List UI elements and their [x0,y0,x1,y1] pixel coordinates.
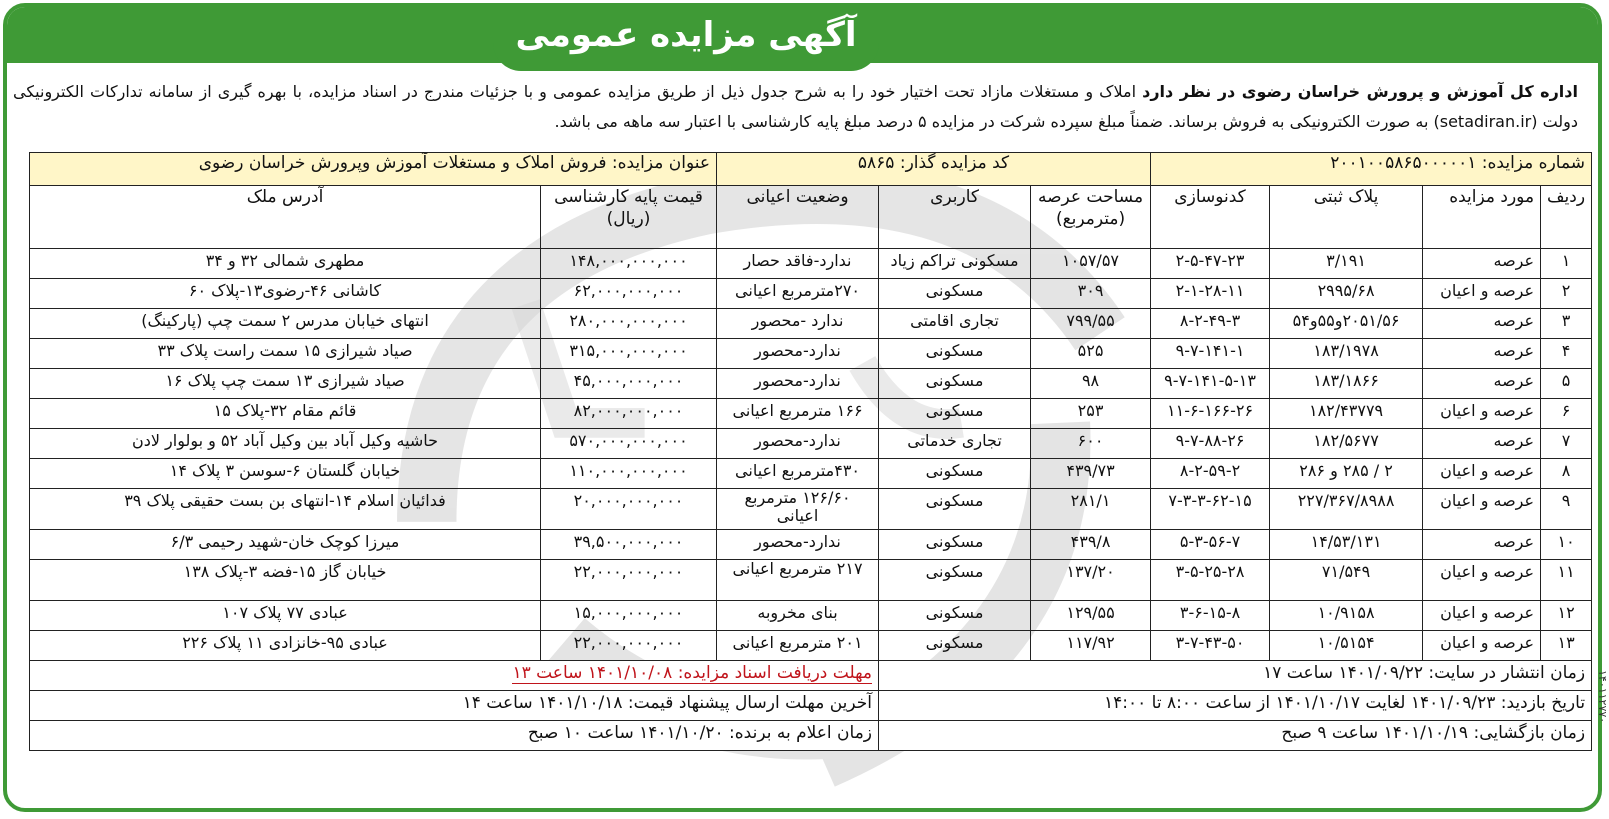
row-number: ۸ [1541,459,1592,489]
row-area: ۴۳۹/۸ [1031,530,1151,560]
row-usage: مسکونی [879,489,1031,530]
side-reference-code: ۱۴۰۱۱۲۷۷۰ [1596,670,1609,724]
row-subject: عرصه و اعیان [1423,601,1541,631]
row-subject: عرصه [1423,530,1541,560]
row-usage: مسکونی [879,339,1031,369]
row-postcode: ۳-۶-۱۵-۸ [1151,601,1270,631]
intro-text: املاک و مستغلات مازاد تحت اختیار خود را به شرح جدول ذیل از طریق مزایده عمومی و با جزئیات مندرج در اسناد مزایده، با بهره گیری از سامانه تدارکات الکترونیکی دولت (setadiran.ir) به صورت الکترونیکی به فروش برساند. ضمناً مبلغ سپرده شرکت در مزایده ۵ درصد مبلغ پایه کارشناسی با اعتبار سه ماهه می باشد. [13,82,1578,131]
row-number: ۱۰ [1541,530,1592,560]
table-row [30,369,1592,399]
row-subject: عرصه و اعیان [1423,399,1541,429]
row-number: ۶ [1541,399,1592,429]
table-row [30,309,1592,339]
table-row [30,530,1592,560]
row-area: ۱۰۵۷/۵۷ [1031,249,1151,279]
row-area: ۲۵۳ [1031,399,1151,429]
row-address: صیاد شیرازی ۱۵ سمت راست پلاک ۳۳ [30,339,541,369]
auction-table [29,152,1592,751]
row-usage: مسکونی تراکم زیاد [879,249,1031,279]
table-row [30,429,1592,459]
row-price: ۵۷۰,۰۰۰,۰۰۰,۰۰۰ [541,429,717,459]
org-name: اداره کل آموزش و پرورش خراسان رضوی در نظر دارد [1142,82,1578,101]
row-postcode: ۹-۷-۱۴۱-۱ [1151,339,1270,369]
row-address: قائم مقام ۳۲-پلاک ۱۵ [30,399,541,429]
row-plaque: ۲۰۵۱/۵۶و۵۵و۵۴ [1270,309,1423,339]
row-building: ندارد-محصور [717,339,879,369]
row-area: ۴۳۹/۷۳ [1031,459,1151,489]
publish-time: زمان انتشار در سایت: ۱۴۰۱/۰۹/۲۲ ساعت ۱۷ [879,661,1592,691]
row-building: ندارد -محصور [717,309,879,339]
row-area: ۳۰۹ [1031,279,1151,309]
row-subject: عرصه و اعیان [1423,279,1541,309]
row-building: ۲۱۷ مترمربع اعیانی [717,560,879,601]
row-building: ندارد-فاقد حصار [717,249,879,279]
row-plaque: ۱۸۳/۱۹۷۸ [1270,339,1423,369]
row-postcode: ۳-۵-۲۵-۲۸ [1151,560,1270,601]
col-building: وضعیت اعیانی [717,186,879,249]
row-subject: عرصه [1423,339,1541,369]
table-row [30,459,1592,489]
footer-row [30,661,1592,691]
row-address: عبادی ۷۷ پلاک ۱۰۷ [30,601,541,631]
row-building: ۴۳۰مترمربع اعیانی [717,459,879,489]
row-price: ۳۹,۵۰۰,۰۰۰,۰۰۰ [541,530,717,560]
document-deadline: مهلت دریافت اسناد مزایده: ۱۴۰۱/۱۰/۰۸ ساعت ۱۳ [512,663,873,683]
table-row [30,489,1592,530]
row-plaque: ۱۰/۵۱۵۴ [1270,631,1423,661]
row-subject: عرصه [1423,309,1541,339]
row-building: ۱۲۶/۶۰ مترمربع اعیانی [717,489,879,530]
table-row [30,560,1592,601]
row-usage: مسکونی [879,601,1031,631]
row-plaque: ۲ / ۲۸۵ و ۲۸۶ [1270,459,1423,489]
row-area: ۲۸۱/۱ [1031,489,1151,530]
row-address: خیابان گاز ۱۵-فضه ۳-پلاک ۱۳۸ [30,560,541,601]
table-row [30,339,1592,369]
row-postcode: ۲-۱-۲۸-۱۱ [1151,279,1270,309]
opening-time: زمان بازگشایی: ۱۴۰۱/۱۰/۱۹ ساعت ۹ صبح [879,721,1592,751]
row-number: ۵ [1541,369,1592,399]
col-subject: مورد مزایده [1423,186,1541,249]
row-plaque: ۱۸۲/۴۳۷۷۹ [1270,399,1423,429]
row-price: ۶۲,۰۰۰,۰۰۰,۰۰۰ [541,279,717,309]
row-building: ۱۶۶ مترمربع اعیانی [717,399,879,429]
row-subject: عرصه [1423,369,1541,399]
row-number: ۷ [1541,429,1592,459]
col-area: مساحت عرصه (مترمربع) [1031,186,1151,249]
row-building: ندارد-محصور [717,429,879,459]
bid-deadline: آخرین مهلت ارسال پیشنهاد قیمت: ۱۴۰۱/۱۰/۱۸ ساعت ۱۴ [30,691,879,721]
row-price: ۲۲,۰۰۰,۰۰۰,۰۰۰ [541,560,717,601]
row-number: ۴ [1541,339,1592,369]
row-usage: مسکونی [879,560,1031,601]
row-usage: مسکونی [879,631,1031,661]
col-plaque: پلاک ثبتی [1270,186,1423,249]
notice-frame [3,3,1602,812]
footer-row [30,691,1592,721]
row-address: مطهری شمالی ۳۲ و ۳۴ [30,249,541,279]
row-postcode: ۹-۷-۱۴۱-۵-۱۳ [1151,369,1270,399]
row-number: ۱ [1541,249,1592,279]
notice-title: آگهی مزایده عمومی [515,15,857,55]
col-price: قیمت پایه کارشناسی (ریال) [541,186,717,249]
row-building: ۲۰۱ مترمربع اعیانی [717,631,879,661]
row-building: بنای مخروبه [717,601,879,631]
row-address: انتهای خیابان مدرس ۲ سمت چپ (پارکینگ) [30,309,541,339]
table-row [30,601,1592,631]
row-postcode: ۸-۲-۴۹-۳ [1151,309,1270,339]
table-row [30,399,1592,429]
table-row [30,249,1592,279]
row-building: ندارد-محصور [717,369,879,399]
row-price: ۸۲,۰۰۰,۰۰۰,۰۰۰ [541,399,717,429]
table-row [30,279,1592,309]
auction-info-row [30,153,1592,186]
row-number: ۳ [1541,309,1592,339]
row-price: ۱۴۸,۰۰۰,۰۰۰,۰۰۰ [541,249,717,279]
row-price: ۲۸۰,۰۰۰,۰۰۰,۰۰۰ [541,309,717,339]
table-row [30,631,1592,661]
row-subject: عرصه و اعیان [1423,560,1541,601]
row-building: ندارد-محصور [717,530,879,560]
row-number: ۱۲ [1541,601,1592,631]
row-plaque: ۲۹۹۵/۶۸ [1270,279,1423,309]
row-price: ۱۱۰,۰۰۰,۰۰۰,۰۰۰ [541,459,717,489]
footer-row [30,721,1592,751]
winner-announcement: زمان اعلام به برنده: ۱۴۰۱/۱۰/۲۰ ساعت ۱۰ صبح [30,721,879,751]
row-postcode: ۳-۷-۴۳-۵۰ [1151,631,1270,661]
col-address: آدرس ملک [30,186,541,249]
row-plaque: ۱۴/۵۳/۱۳۱ [1270,530,1423,560]
row-price: ۱۵,۰۰۰,۰۰۰,۰۰۰ [541,601,717,631]
col-usage: کاربری [879,186,1031,249]
row-usage: مسکونی [879,399,1031,429]
row-address: عبادی ۹۵-خانزادی ۱۱ پلاک ۲۲۶ [30,631,541,661]
row-plaque: ۲۲۷/۳۶۷/۸۹۸۸ [1270,489,1423,530]
row-address: حاشیه وکیل آباد بین وکیل آباد ۵۲ و بولوار لادن [30,429,541,459]
row-postcode: ۷-۳-۳-۶۲-۱۵ [1151,489,1270,530]
row-plaque: ۱۸۳/۱۸۶۶ [1270,369,1423,399]
col-postcode: کدنوسازی [1151,186,1270,249]
row-price: ۲۰,۰۰۰,۰۰۰,۰۰۰ [541,489,717,530]
row-usage: مسکونی [879,530,1031,560]
auctioneer-code: کد مزایده گذار: ۵۸۶۵ [717,153,1151,186]
row-number: ۲ [1541,279,1592,309]
row-number: ۱۱ [1541,560,1592,601]
row-area: ۹۸ [1031,369,1151,399]
row-postcode: ۹-۷-۸۸-۲۶ [1151,429,1270,459]
row-area: ۶۰۰ [1031,429,1151,459]
auction-number: شماره مزایده: ۲۰۰۱۰۰۵۸۶۵۰۰۰۰۰۱ [1151,153,1592,186]
row-address: خیابان گلستان ۶-سوسن ۳ پلاک ۱۴ [30,459,541,489]
row-subject: عرصه و اعیان [1423,631,1541,661]
row-address: کاشانی ۴۶-رضوی۱۳-پلاک ۶۰ [30,279,541,309]
auction-title: عنوان مزایده: فروش املاک و مستغلات آموزش وپرورش خراسان رضوی [30,153,717,186]
row-plaque: ۷۱/۵۴۹ [1270,560,1423,601]
row-subject: عرصه و اعیان [1423,459,1541,489]
row-subject: عرصه و اعیان [1423,489,1541,530]
row-price: ۴۵,۰۰۰,۰۰۰,۰۰۰ [541,369,717,399]
row-area: ۷۹۹/۵۵ [1031,309,1151,339]
row-plaque: ۱۸۲/۵۶۷۷ [1270,429,1423,459]
row-number: ۱۳ [1541,631,1592,661]
row-address: میرزا کوچک خان-شهید رحیمی ۶/۳ [30,530,541,560]
row-postcode: ۵-۳-۵۶-۷ [1151,530,1270,560]
row-address: صیاد شیرازی ۱۳ سمت چپ پلاک ۱۶ [30,369,541,399]
row-number: ۹ [1541,489,1592,530]
column-header-row [30,186,1592,249]
row-usage: تجاری خدماتی [879,429,1031,459]
row-area: ۱۱۷/۹۲ [1031,631,1151,661]
row-usage: مسکونی [879,279,1031,309]
row-plaque: ۳/۱۹۱ [1270,249,1423,279]
intro-paragraph [13,77,1578,137]
row-building: ۲۷۰مترمربع اعیانی [717,279,879,309]
row-postcode: ۱۱-۶-۱۶۶-۲۶ [1151,399,1270,429]
row-postcode: ۲-۵-۴۷-۲۳ [1151,249,1270,279]
row-price: ۳۱۵,۰۰۰,۰۰۰,۰۰۰ [541,339,717,369]
row-usage: مسکونی [879,369,1031,399]
row-plaque: ۱۰/۹۱۵۸ [1270,601,1423,631]
row-subject: عرصه [1423,249,1541,279]
row-area: ۵۲۵ [1031,339,1151,369]
row-subject: عرصه [1423,429,1541,459]
row-postcode: ۸-۲-۵۹-۲ [1151,459,1270,489]
row-usage: مسکونی [879,459,1031,489]
row-area: ۱۳۷/۲۰ [1031,560,1151,601]
visit-dates: تاریخ بازدید: ۱۴۰۱/۰۹/۲۳ لغایت ۱۴۰۱/۱۰/۱۷ از ساعت ۸:۰۰ تا ۱۴:۰۰ [879,691,1592,721]
row-area: ۱۲۹/۵۵ [1031,601,1151,631]
row-usage: تجاری اقامتی [879,309,1031,339]
row-price: ۲۲,۰۰۰,۰۰۰,۰۰۰ [541,631,717,661]
row-address: فدائیان اسلام ۱۴-انتهای بن بست حقیقی پلاک ۳۹ [30,489,541,530]
col-row-number: ردیف [1541,186,1592,249]
